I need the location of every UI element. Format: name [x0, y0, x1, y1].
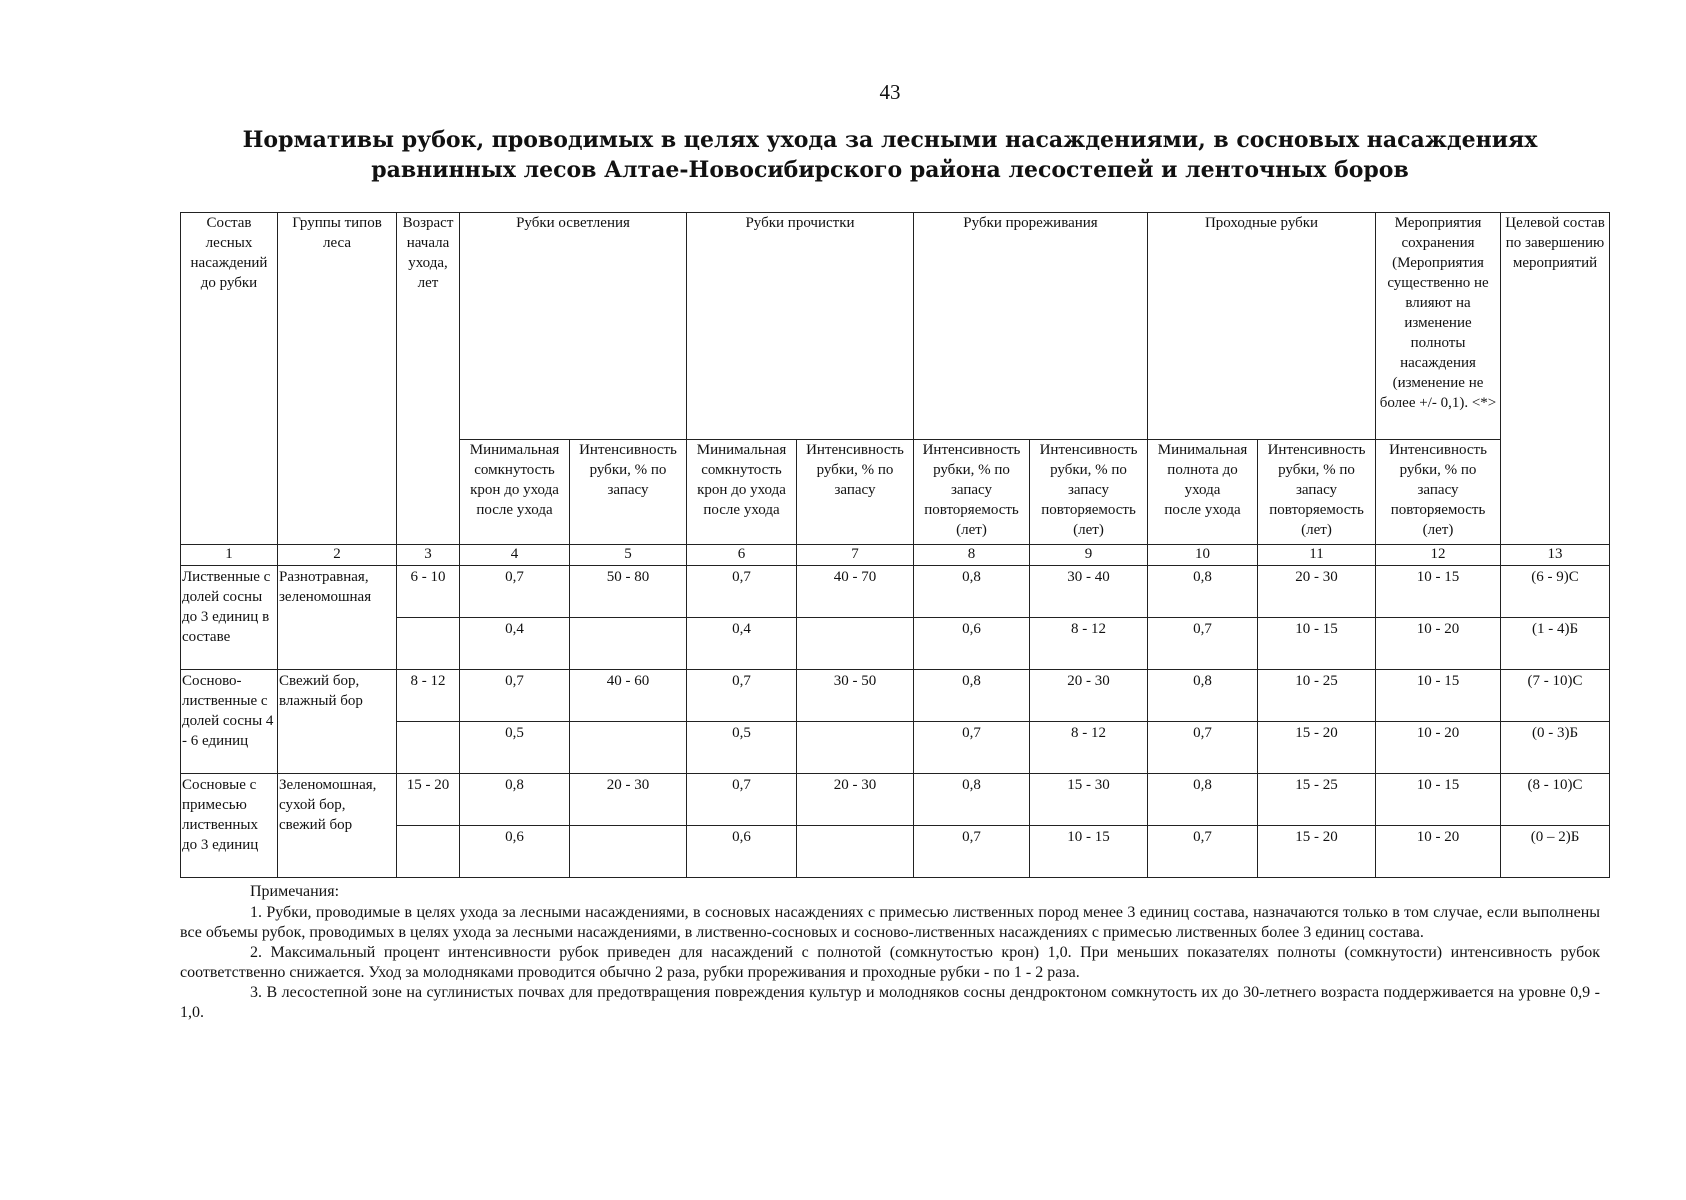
table-cell: 0,5 [687, 722, 797, 774]
column-number: 13 [1501, 545, 1610, 566]
table-cell [797, 722, 914, 774]
age-cell-empty [397, 722, 460, 774]
note-1: 1. Рубки, проводимые в целях ухода за лесными насаждениями, в сосновых насаждениях с примесью лиственных пород менее 3 единиц состава, назначаются только в том случае, если выполнены все объемы рубок, проводимых в целях ухода за лесными насаждениями, в лиственно-сосновых и сосново-лиственных насаждениях с примесью лиственных более 3 единиц состава. [180, 904, 1600, 941]
subheader-col4: Минимальная сомкнутость крон до ухода после ухода [460, 440, 570, 545]
table-cell: 40 - 60 [570, 670, 687, 722]
table-cell: 0,4 [460, 618, 570, 670]
table-cell: 15 - 20 [1258, 722, 1376, 774]
column-number: 11 [1258, 545, 1376, 566]
table-cell: 8 - 12 [1030, 618, 1148, 670]
header-composition: Состав лесных насаждений до рубки [181, 213, 278, 545]
table-cell [570, 826, 687, 878]
header-thinning: Рубки прореживания [914, 213, 1148, 440]
column-number: 12 [1376, 545, 1501, 566]
composition-cell: Сосново-лиственные с долей сосны 4 - 6 единиц [181, 670, 278, 774]
table-cell: (7 - 10)С [1501, 670, 1610, 722]
table-cell: 0,8 [914, 774, 1030, 826]
page-number: 43 [879, 80, 901, 104]
table-cell: 0,7 [914, 722, 1030, 774]
table-cell: 0,7 [1148, 618, 1258, 670]
table-cell: 0,8 [914, 566, 1030, 618]
table-cell: 0,7 [687, 774, 797, 826]
table-cell: 0,7 [687, 670, 797, 722]
table-cell: 10 - 20 [1376, 826, 1501, 878]
table-cell: 20 - 30 [1030, 670, 1148, 722]
header-cleaning: Рубки прочистки [687, 213, 914, 440]
table-cell: 0,7 [1148, 826, 1258, 878]
table-cell: 0,6 [914, 618, 1030, 670]
table-cell: 0,6 [687, 826, 797, 878]
age-cell-empty [397, 826, 460, 878]
table-cell: 10 - 15 [1258, 618, 1376, 670]
table-cell: 10 - 20 [1376, 618, 1501, 670]
table-cell: 10 - 15 [1376, 774, 1501, 826]
column-number: 9 [1030, 545, 1148, 566]
column-number: 1 [181, 545, 278, 566]
note-2: 2. Максимальный процент интенсивности рубок приведен для насаждений с полнотой (сомкнутостью крон) 1,0. При меньших показателях полноты (сомкнутости) интенсивность рубок соответственно снижается. Уход за молодняками проводится обычно 2 раза, рубки прореживания и проходные рубки - по 1 - 2 раза. [180, 944, 1600, 981]
column-number: 5 [570, 545, 687, 566]
table-cell: 0,7 [914, 826, 1030, 878]
notes-heading: Примечания: [250, 883, 340, 900]
column-number: 6 [687, 545, 797, 566]
age-cell: 8 - 12 [397, 670, 460, 722]
header-forest-type: Группы типов леса [278, 213, 397, 545]
table-cell: (1 - 4)Б [1501, 618, 1610, 670]
table-cell: 0,8 [1148, 566, 1258, 618]
table-cell [797, 826, 914, 878]
table-cell [570, 722, 687, 774]
table-cell: 0,4 [687, 618, 797, 670]
column-number: 7 [797, 545, 914, 566]
table-cell: 20 - 30 [570, 774, 687, 826]
table-cell: 40 - 70 [797, 566, 914, 618]
subheader-col6: Минимальная сомкнутость крон до ухода после ухода [687, 440, 797, 545]
table-cell: 20 - 30 [797, 774, 914, 826]
table-cell: 15 - 20 [1258, 826, 1376, 878]
column-number: 3 [397, 545, 460, 566]
table-cell: 0,8 [1148, 774, 1258, 826]
table-cell: 0,5 [460, 722, 570, 774]
norms-table [180, 212, 1610, 878]
subheader-col5: Интенсивность рубки, % по запасу [570, 440, 687, 545]
composition-cell: Сосновые с примесью лиственных до 3 единиц [181, 774, 278, 878]
subheader-col7: Интенсивность рубки, % по запасу [797, 440, 914, 545]
header-start-age: Возраст начала ухода, лет [397, 213, 460, 545]
table-cell [570, 618, 687, 670]
table-cell: 0,8 [914, 670, 1030, 722]
forest-type-cell: Свежий бор, влажный бор [278, 670, 397, 774]
column-number-row [181, 545, 1610, 566]
note-3: 3. В лесостепной зоне на суглинистых почвах для предотвращения повреждения культур и молодняков сосны дендроктоном сомкнутость их до 30-летнего возраста поддерживается на уровне 0,9 - 1,0. [180, 984, 1600, 1021]
column-number: 2 [278, 545, 397, 566]
age-cell-empty [397, 618, 460, 670]
column-number: 4 [460, 545, 570, 566]
table-row [181, 566, 1610, 618]
column-number: 10 [1148, 545, 1258, 566]
table-cell: 15 - 30 [1030, 774, 1148, 826]
header-lightening: Рубки осветления [460, 213, 687, 440]
composition-cell: Лиственные с долей сосны до 3 единиц в составе [181, 566, 278, 670]
age-cell: 15 - 20 [397, 774, 460, 826]
table-cell: (6 - 9)С [1501, 566, 1610, 618]
table-cell [797, 618, 914, 670]
table-cell: 0,7 [460, 670, 570, 722]
table-cell: (8 - 10)С [1501, 774, 1610, 826]
table-cell: 50 - 80 [570, 566, 687, 618]
subheader-col11: Интенсивность рубки, % по запасу повторяемость (лет) [1258, 440, 1376, 545]
subheader-col8: Интенсивность рубки, % по запасу повторяемость (лет) [914, 440, 1030, 545]
table-cell: 10 - 15 [1376, 670, 1501, 722]
table-cell: 0,7 [687, 566, 797, 618]
subheader-col10: Минимальная полнота до ухода после ухода [1148, 440, 1258, 545]
table-cell: 10 - 15 [1030, 826, 1148, 878]
title-line-1: Нормативы рубок, проводимых в целях ухода за лесными насаждениями, в сосновых насаждениях [242, 127, 1538, 153]
table-row [181, 774, 1610, 826]
notes [180, 882, 1600, 1023]
table-cell: 15 - 25 [1258, 774, 1376, 826]
table-cell: 10 - 15 [1376, 566, 1501, 618]
table-cell: 10 - 20 [1376, 722, 1501, 774]
header-target: Целевой состав по завершению мероприятий [1501, 213, 1610, 545]
subheader-col12: Интенсивность рубки, % по запасу повторяемость (лет) [1376, 440, 1501, 545]
table-cell: 0,7 [1148, 722, 1258, 774]
table-cell: 0,8 [1148, 670, 1258, 722]
forest-type-cell: Разнотравная, зеленомошная [278, 566, 397, 670]
table-cell: 10 - 25 [1258, 670, 1376, 722]
age-cell: 6 - 10 [397, 566, 460, 618]
table-cell: (0 – 2)Б [1501, 826, 1610, 878]
table-cell: 0,7 [460, 566, 570, 618]
forest-type-cell: Зеленомошная, сухой бор, свежий бор [278, 774, 397, 878]
title-line-2: равнинных лесов Алтае-Новосибирского района лесостепей и ленточных боров [371, 157, 1409, 183]
header-preservation: Мероприятия сохранения (Мероприятия существенно не влияют на изменение полноты насаждения (изменение не более +/- 0,1). <*> [1376, 213, 1501, 440]
table-cell: 8 - 12 [1030, 722, 1148, 774]
table-cell: (0 - 3)Б [1501, 722, 1610, 774]
table-cell: 20 - 30 [1258, 566, 1376, 618]
subheader-col9: Интенсивность рубки, % по запасу повторяемость (лет) [1030, 440, 1148, 545]
table-row [181, 670, 1610, 722]
page-title [240, 125, 1540, 185]
table-cell: 30 - 40 [1030, 566, 1148, 618]
table-cell: 0,6 [460, 826, 570, 878]
column-number: 8 [914, 545, 1030, 566]
table-cell: 0,8 [460, 774, 570, 826]
header-passage: Проходные рубки [1148, 213, 1376, 440]
table-cell: 30 - 50 [797, 670, 914, 722]
